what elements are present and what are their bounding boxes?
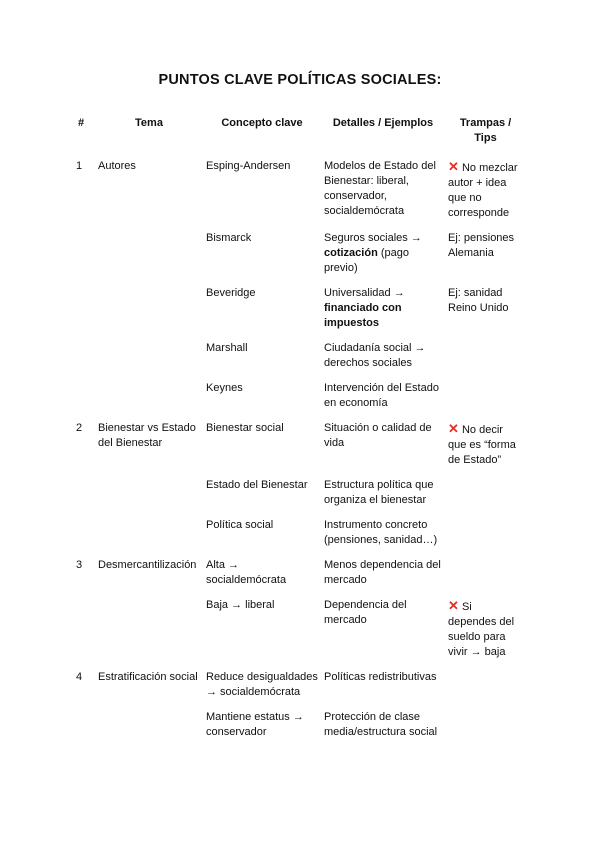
table-row [72,558,526,598]
row-concepto: Baja → liberal [206,599,275,611]
row-concepto: Bienestar social [206,422,284,434]
key-points-table [72,112,526,750]
row-trampas: Ej: pensiones Alemania [448,232,515,259]
detalles-text: Universalidad → [324,287,405,299]
trampas-text: No decir que es “forma de Estado” [448,424,516,466]
row-concepto: Keynes [206,382,243,394]
row-trampas [445,159,526,231]
row-tema [95,710,203,750]
page-title: PUNTOS CLAVE POLÍTICAS SOCIALES: [158,72,442,88]
table-row [72,286,526,341]
row-concepto: Marshall [206,342,248,354]
header-detalles: Detalles / Ejemplos [332,117,434,129]
header-trampas: Trampas / Tips [459,117,512,144]
row-tema: Bienestar vs Estado del Bienestar [98,422,196,449]
row-trampas [445,518,526,558]
row-detalles: Estructura política que organiza el bienestar [324,479,434,506]
row-tema [95,518,203,558]
row-concepto: Política social [206,519,274,531]
row-tema [95,231,203,286]
row-num: 2 [76,422,83,434]
row-num [72,286,95,341]
row-trampas: Ej: sanidad Reino Unido [448,287,509,314]
table-row [72,381,526,421]
row-detalles: Instrumento concreto (pensiones, sanidad…) [324,519,438,546]
row-detalles: Situación o calidad de vida [324,422,432,449]
row-concepto: Reduce desigualdades → socialdemócrata [206,671,318,698]
row-trampas [445,341,526,381]
detalles-text: (pago previo) [324,247,409,274]
row-trampas [445,381,526,421]
row-concepto: Estado del Bienestar [206,479,308,491]
row-tema [95,478,203,518]
row-num [72,478,95,518]
row-concepto: Alta → socialdemócrata [206,559,287,586]
cross-mark-icon: ✕ [448,421,459,436]
row-num [72,231,95,286]
row-detalles: Ciudadanía social → derechos sociales [324,342,426,369]
table-row [72,341,526,381]
detalles-text: Seguros sociales → [324,232,422,244]
row-num: 4 [76,671,83,683]
header-num: # [78,117,85,129]
table-header-row [72,112,526,159]
row-tema [95,598,203,670]
row-trampas [445,710,526,750]
row-num: 1 [76,160,83,172]
row-tema [95,381,203,421]
row-tema: Estratificación social [98,671,198,683]
detalles-bold-text: cotización [324,247,378,259]
row-detalles: Protección de clase media/estructura social [324,711,438,738]
table-row [72,670,526,710]
row-num [72,518,95,558]
row-detalles [321,286,445,341]
row-detalles: Políticas redistributivas [324,671,437,683]
table-row [72,159,526,231]
header-concepto: Concepto clave [221,117,303,129]
trampas-text: No mezclar autor + idea que no corresponde [448,162,518,219]
table-row [72,231,526,286]
row-num [72,710,95,750]
row-trampas [445,558,526,598]
row-trampas [445,421,526,478]
row-tema: Desmercantilización [98,559,197,571]
row-concepto: Mantiene estatus → conservador [206,711,304,738]
detalles-bold-text: financiado con impuestos [324,302,402,329]
row-detalles: Modelos de Estado del Bienestar: liberal, conservador, socialdemócrata [324,160,436,217]
row-trampas [445,670,526,710]
table-row [72,478,526,518]
table-row [72,710,526,750]
cross-mark-icon: ✕ [448,159,459,174]
row-tema [95,286,203,341]
row-detalles: Menos dependencia del mercado [324,559,441,586]
row-concepto: Beveridge [206,287,256,299]
table-row [72,518,526,558]
row-trampas [445,478,526,518]
row-tema: Autores [98,160,136,172]
cross-mark-icon: ✕ [448,598,459,613]
row-detalles: Intervención del Estado en economía [324,382,439,409]
row-num [72,341,95,381]
table-row [72,421,526,478]
trampas-text: Si dependes del sueldo para vivir → baja [448,601,515,658]
row-tema [95,341,203,381]
row-num [72,598,95,670]
row-detalles: Dependencia del mercado [324,599,407,626]
row-num: 3 [76,559,83,571]
row-trampas [445,598,526,670]
row-concepto: Esping-Andersen [206,160,291,172]
table-row [72,598,526,670]
row-num [72,381,95,421]
row-concepto: Bismarck [206,232,252,244]
header-tema: Tema [135,117,163,129]
row-detalles [321,231,445,286]
